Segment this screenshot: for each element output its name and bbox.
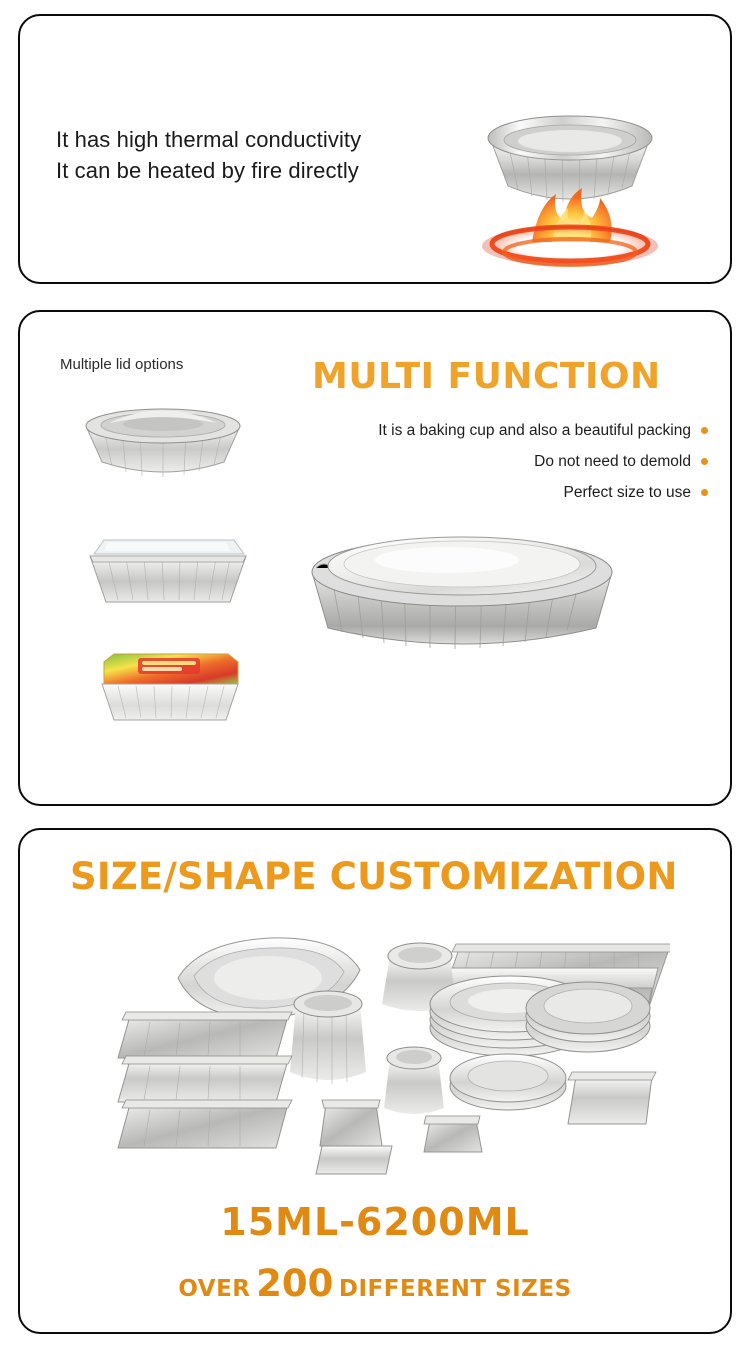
lid-thumb-round-dome [68, 400, 258, 480]
flame-bowl-svg [460, 102, 680, 272]
bullet-dot-icon [701, 489, 708, 496]
list-item [288, 415, 708, 446]
bullet-text: Do not need to demold [534, 453, 691, 470]
bullet-text: Perfect size to use [563, 484, 691, 501]
multi-function-title: MULTI FUNCTION [312, 356, 661, 397]
multi-function-bullet-list [288, 415, 708, 508]
lid-options-label: Multiple lid options [60, 356, 184, 373]
size-count-number: 200 [256, 1262, 334, 1305]
bullet-dot-icon [701, 427, 708, 434]
thermal-text-block [56, 124, 361, 186]
multi-function-card [18, 310, 732, 806]
size-count-text [20, 1262, 730, 1305]
thermal-conductivity-card [18, 14, 732, 284]
size-shape-customization-card [18, 828, 732, 1334]
thermal-line-1: It has high thermal conductivity [56, 127, 362, 152]
size-count-prefix: OVER [178, 1276, 251, 1302]
list-item [288, 477, 708, 508]
size-customization-title: SIZE/SHAPE CUSTOMIZATION [70, 855, 678, 898]
bullet-dot-icon [701, 458, 708, 465]
size-range-text: 15ML-6200ML [220, 1200, 530, 1244]
thermal-line-2: It can be heated by fire directly [56, 158, 359, 183]
large-round-foil-pan-image [302, 524, 622, 659]
list-item [288, 446, 708, 477]
assorted-foil-containers-image [90, 908, 670, 1188]
lid-thumb-rect-printed [90, 644, 250, 730]
bullet-text: It is a baking cup and also a beautiful packing [378, 422, 691, 439]
foil-bowl-over-flame-image [460, 102, 680, 272]
size-count-suffix: DIFFERENT SIZES [338, 1276, 572, 1302]
lid-thumb-rect-clear [78, 524, 258, 614]
